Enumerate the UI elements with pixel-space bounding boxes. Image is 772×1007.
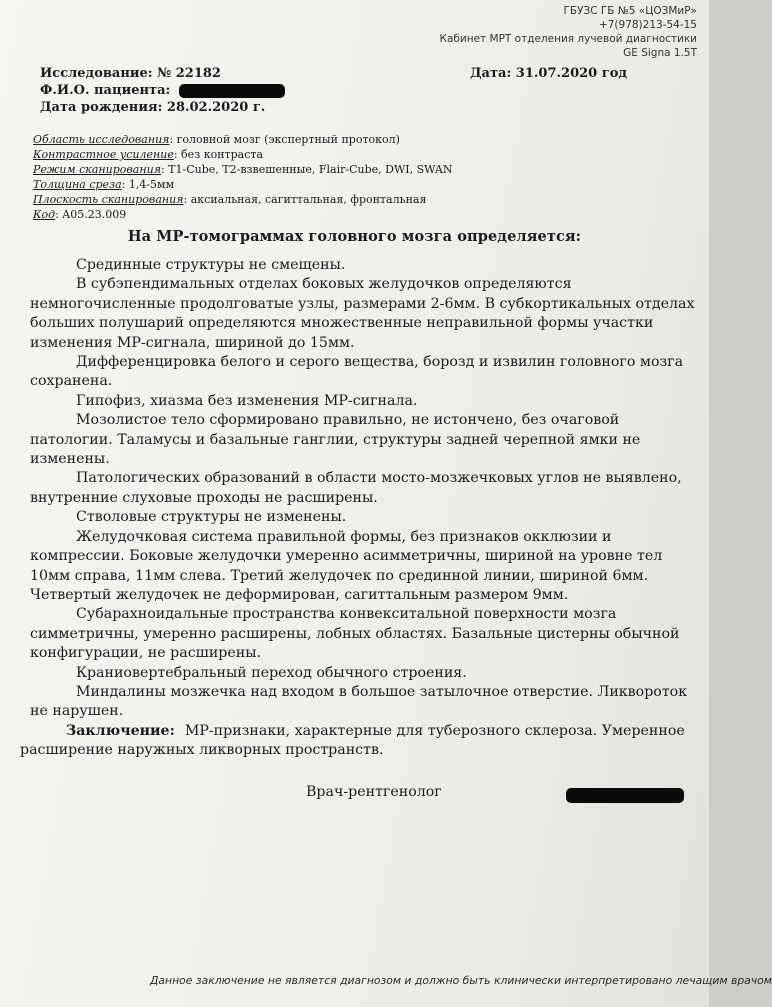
org-department: Кабинет МРТ отделения лучевой диагностики xyxy=(439,33,697,45)
finding-paragraph: Субарахноидальные пространства конвекситальной поверхности мозга симметричны, умеренно расширены, лобных областях. Базальные цистерны обычной конфигурации, не расширены. xyxy=(30,606,680,662)
org-phone: +7(978)213-54-15 xyxy=(598,19,697,31)
finding-paragraph: Мозолистое тело сформировано правильно, не истончено, без очаговой патологии. Таламусы и базальные ганглии, структуры задней черепной ямки не изменены. xyxy=(30,412,641,468)
finding-paragraph: Срединные структуры не смещены. xyxy=(76,257,346,273)
finding-paragraph: Желудочковая система правильной формы, без признаков окклюзии и компрессии. Боковые желудочки умеренно асимметричны, шириной на уровне тел 10мм справа, 11мм слева. Третий желудочек по срединной линии, шириной 6мм. Четвертый желудочек не деформирован, сагиттальным размером 9мм. xyxy=(30,528,663,603)
birth-date: Дата рождения: 28.02.2020 г. xyxy=(40,100,266,115)
meta-row: Контрастное усиление: без контраста xyxy=(33,148,264,161)
conclusion-label: Заключение: xyxy=(66,723,175,739)
meta-row: Область исследования: головной мозг (экспертный протокол) xyxy=(33,133,400,146)
doctor-title: Врач-рентгенолог xyxy=(306,784,442,800)
finding-paragraph: Гипофиз, хиазма без изменения МР-сигнала. xyxy=(76,392,418,409)
patient-name-label: Ф.И.О. пациента: xyxy=(40,83,171,98)
patient-name-row xyxy=(40,83,285,98)
conclusion-text: МР-признаки, характерные для туберозного склероза. Умеренное расширение наружных ликворных пространств. xyxy=(20,723,685,759)
conclusion xyxy=(20,722,692,761)
findings-heading: На МР-томограммах головного мозга определяется: xyxy=(127,228,582,245)
finding-paragraph: Миндалины мозжечка над входом в большое затылочное отверстие. Ликвороток не нарушен. xyxy=(30,683,688,720)
finding-paragraph: Патологических образований в области мосто-мозжечковых углов не выявлено, внутренние слуховые проходы не расширены. xyxy=(30,470,682,506)
study-date: Дата: 31.07.2020 год xyxy=(470,66,628,81)
finding-paragraph: Краниовертебральный переход обычного строения. xyxy=(76,664,467,681)
org-device: GE Signa 1.5T xyxy=(623,47,697,59)
meta-row: Код: A05.23.009 xyxy=(33,208,127,221)
study-number: Исследование: № 22182 xyxy=(40,66,221,81)
study-parameters xyxy=(33,132,553,222)
finding-paragraph: Дифференцировка белого и серого вещества, борозд и извилин головного мозга сохранена. xyxy=(30,354,684,390)
org-name: ГБУЗС ГБ №5 «ЦОЗМиР» xyxy=(563,5,697,17)
meta-row: Режим сканирования: T1-Cube, T2-взвешенные, Flair-Cube, DWI, SWAN xyxy=(33,163,453,176)
findings-body xyxy=(30,256,698,722)
meta-row: Плоскость сканирования: аксиальная, сагиттальная, фронтальная xyxy=(33,193,427,206)
redacted-doctor-name xyxy=(566,788,684,803)
finding-paragraph: В субэпендимальных отделах боковых желудочков определяются немногочисленные продолговатые узлы, размерами 2-6мм. В субкортикальных отделах больших полушарий определяются множественные неправильной формы участки изменения МР-сигнала, шириной до 15мм. xyxy=(30,276,695,351)
redacted-patient-name xyxy=(179,84,285,98)
meta-row: Толщина среза: 1,4-5мм xyxy=(33,178,175,191)
organization-stamp xyxy=(367,4,697,60)
disclaimer-footer: Данное заключение не является диагнозом и должно быть клинически интерпретировано лечащим врачом xyxy=(150,974,772,987)
finding-paragraph: Стволовые структуры не изменены. xyxy=(76,509,347,526)
